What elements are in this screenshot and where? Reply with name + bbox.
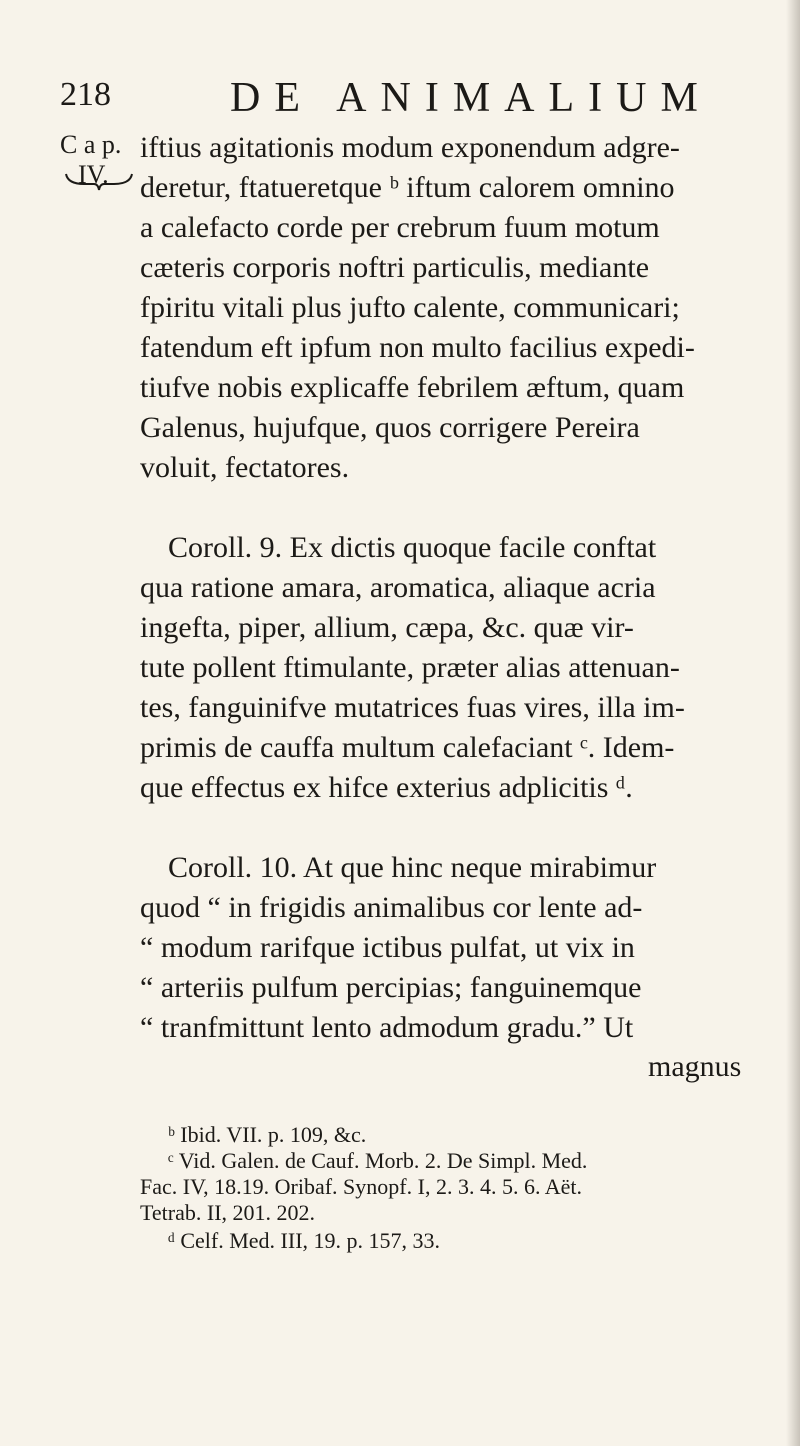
page-number: 218	[60, 76, 111, 113]
text-line: que effectus ex hifce exterius adplicitis ᵈ.	[140, 771, 633, 804]
text-line: fatendum eft ipfum non multo facilius expedi-	[140, 331, 695, 364]
corollary-10-first-line: Coroll. 10. At que hinc neque mirabimur	[168, 851, 657, 884]
footnote-c-continued: Tetrab. II, 201. 202.	[140, 1200, 316, 1225]
footnote-d: ᵈ Celf. Med. III, 19. p. 157, 33.	[168, 1228, 441, 1253]
text-line: “ modum rarifque ictibus pulfat, ut vix in	[140, 931, 635, 964]
text-line: ingefta, piper, allium, cæpa, &c. quæ vir-	[140, 611, 634, 644]
footnote-b: ᵇ Ibid. VII. p. 109, &c.	[168, 1122, 367, 1147]
margin-chapter-number: IV.	[78, 160, 109, 189]
catchword: magnus	[648, 1050, 742, 1083]
text-line: quod “ in frigidis animalibus cor lente ad-	[140, 891, 643, 924]
text-line: primis de cauffa multum calefaciant ᶜ. Idem-	[140, 731, 675, 764]
text-line: deretur, ftatueretque ᵇ iftum calorem omnino	[140, 171, 675, 204]
text-line: Galenus, hujufque, quos corrigere Pereira	[140, 411, 640, 444]
running-header	[60, 76, 760, 126]
text-line: tes, fanguinifve mutatrices fuas vires, illa im-	[140, 691, 685, 724]
text-line: tute pollent ftimulante, præter alias attenuan-	[140, 651, 680, 684]
running-title: DE ANIMALIUM	[230, 75, 712, 121]
footnote-c: ᶜ Vid. Galen. de Cauf. Morb. 2. De Simpl. Med.	[168, 1148, 588, 1173]
text-line: fpiritu vitali plus jufto calente, communicari;	[140, 291, 680, 324]
text-line: cæteris corporis noftri particulis, mediante	[140, 251, 650, 284]
text-line: tiufve nobis explicaffe febrilem æftum, quam	[140, 371, 685, 404]
margin-brace-icon	[64, 170, 134, 192]
text-line: qua ratione amara, aromatica, aliaque acria	[140, 571, 656, 604]
page-edge-shadow	[786, 0, 800, 1446]
text-line: a calefacto corde per crebrum fuum motum	[140, 211, 660, 244]
footnote-c-continued: Fac. IV, 18.19. Oribaf. Synopf. I, 2. 3. 4. 5. 6. Aët.	[140, 1174, 582, 1199]
text-line: voluit, fectatores.	[140, 451, 350, 484]
text-line: “ tranfmittunt lento admodum gradu.” Ut	[140, 1011, 634, 1044]
text-line: iftius agitationis modum exponendum adgre-	[140, 131, 680, 164]
margin-cap: C a p.	[60, 130, 122, 159]
text-line: “ arteriis pulfum percipias; fanguinemque	[140, 971, 642, 1004]
corollary-9-first-line: Coroll. 9. Ex dictis quoque facile conftat	[168, 531, 657, 564]
